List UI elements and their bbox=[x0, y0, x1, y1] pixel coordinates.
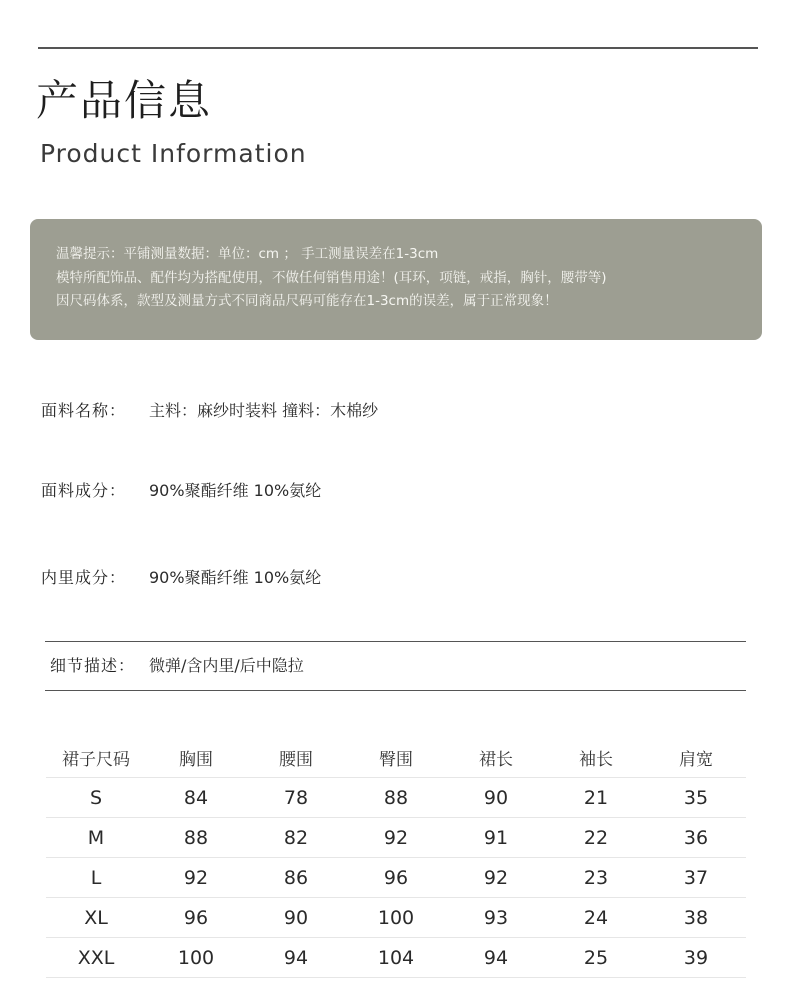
fabric-name-value: 主料：麻纱时装料 撞料：木棉纱 bbox=[149, 401, 379, 420]
header-waist: 腰围 bbox=[246, 737, 346, 778]
header-skirt-length: 裙长 bbox=[446, 737, 546, 778]
size-table-header-row bbox=[46, 737, 746, 778]
header-sleeve-length: 袖长 bbox=[546, 737, 646, 778]
detail-bottom-divider bbox=[45, 690, 746, 691]
notice-line-2: 模特所配饰品、配件均为搭配使用，不做任何销售用途！(耳环，项链，戒指，胸针，腰带等) bbox=[56, 269, 607, 286]
table-cell: 91 bbox=[446, 818, 546, 858]
table-cell: 78 bbox=[246, 778, 346, 818]
header-bust: 胸围 bbox=[146, 737, 246, 778]
table-row bbox=[46, 858, 746, 898]
table-row bbox=[46, 938, 746, 978]
size-table bbox=[46, 737, 746, 978]
table-row bbox=[46, 778, 746, 818]
table-cell: 93 bbox=[446, 898, 546, 938]
table-cell: XL bbox=[46, 898, 146, 938]
table-cell: 23 bbox=[546, 858, 646, 898]
table-cell: 96 bbox=[146, 898, 246, 938]
header-shoulder-width: 肩宽 bbox=[646, 737, 746, 778]
table-cell: M bbox=[46, 818, 146, 858]
table-cell: 96 bbox=[346, 858, 446, 898]
table-cell: 90 bbox=[446, 778, 546, 818]
table-cell: 94 bbox=[246, 938, 346, 978]
fabric-composition-value: 90%聚酯纤维 10%氨纶 bbox=[149, 481, 322, 500]
table-cell: 39 bbox=[646, 938, 746, 978]
detail-row bbox=[50, 655, 304, 677]
lining-composition-label: 内里成分： bbox=[41, 568, 127, 587]
table-cell: 37 bbox=[646, 858, 746, 898]
fabric-composition-row bbox=[41, 480, 321, 502]
table-row bbox=[46, 898, 746, 938]
notice-box bbox=[30, 219, 762, 340]
fabric-name-row bbox=[41, 400, 378, 422]
header-hip: 臀围 bbox=[346, 737, 446, 778]
table-cell: 36 bbox=[646, 818, 746, 858]
table-cell: 94 bbox=[446, 938, 546, 978]
table-cell: 92 bbox=[346, 818, 446, 858]
table-cell: 90 bbox=[246, 898, 346, 938]
table-cell: 92 bbox=[446, 858, 546, 898]
notice-line-3: 因尺码体系，款型及测量方式不同商品尺码可能存在1-3cm的误差，属于正常现象！ bbox=[56, 293, 558, 309]
table-cell: 104 bbox=[346, 938, 446, 978]
table-cell: 25 bbox=[546, 938, 646, 978]
table-cell: 82 bbox=[246, 818, 346, 858]
table-cell: 84 bbox=[146, 778, 246, 818]
table-cell: 21 bbox=[546, 778, 646, 818]
table-cell: 38 bbox=[646, 898, 746, 938]
top-divider bbox=[38, 47, 758, 49]
table-row bbox=[46, 818, 746, 858]
fabric-composition-label: 面料成分： bbox=[41, 481, 127, 500]
table-cell: 35 bbox=[646, 778, 746, 818]
page-title: 产品信息 bbox=[36, 76, 213, 125]
fabric-name-label: 面料名称： bbox=[41, 401, 127, 420]
table-cell: 88 bbox=[346, 778, 446, 818]
table-cell: S bbox=[46, 778, 146, 818]
table-cell: 100 bbox=[146, 938, 246, 978]
table-cell: 86 bbox=[246, 858, 346, 898]
table-cell: 24 bbox=[546, 898, 646, 938]
notice-line-1: 温馨提示：平铺测量数据：单位：cm ； 手工测量误差在1-3cm bbox=[56, 246, 439, 262]
table-cell: XXL bbox=[46, 938, 146, 978]
page-subtitle: Product Information bbox=[40, 139, 307, 168]
header-size: 裙子尺码 bbox=[46, 737, 146, 778]
table-cell: 22 bbox=[546, 818, 646, 858]
lining-composition-row bbox=[41, 567, 321, 589]
table-cell: 92 bbox=[146, 858, 246, 898]
detail-label: 细节描述： bbox=[50, 656, 136, 675]
table-cell: 100 bbox=[346, 898, 446, 938]
lining-composition-value: 90%聚酯纤维 10%氨纶 bbox=[149, 568, 322, 587]
table-cell: L bbox=[46, 858, 146, 898]
detail-top-divider bbox=[45, 641, 746, 642]
detail-value: 微弹/含内里/后中隐拉 bbox=[149, 656, 304, 675]
table-cell: 88 bbox=[146, 818, 246, 858]
